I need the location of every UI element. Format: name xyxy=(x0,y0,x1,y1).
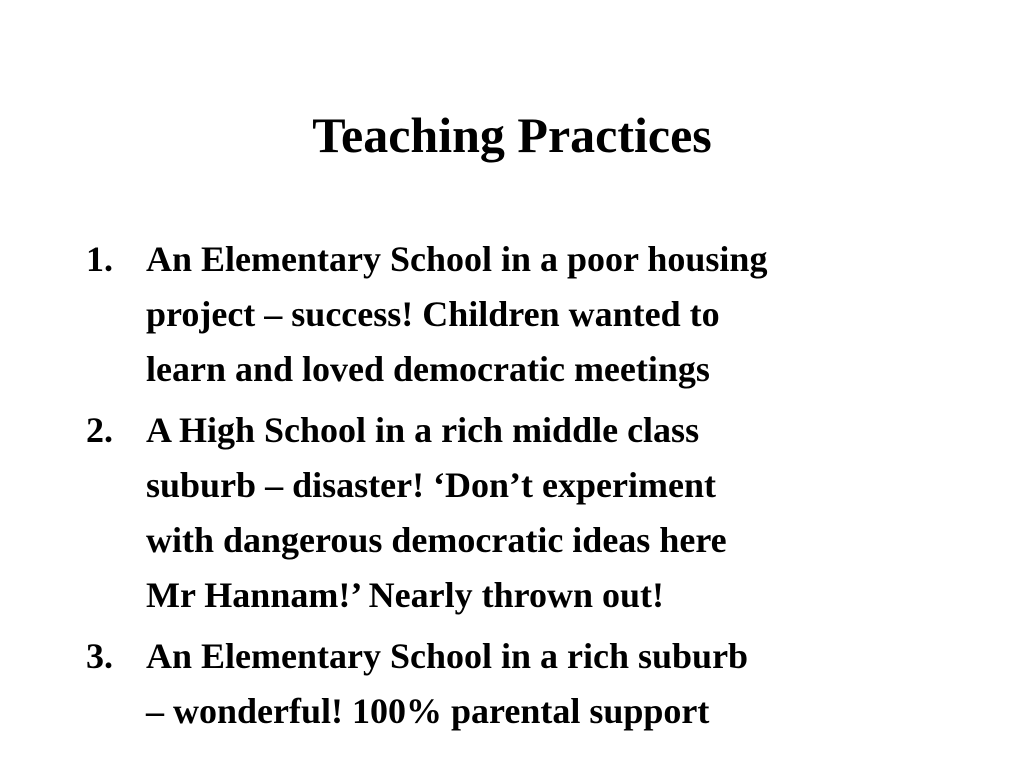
list-item xyxy=(0,403,1024,623)
text-line: An Elementary School in a rich suburb xyxy=(146,636,749,676)
text-line: An Elementary School in a poor housing xyxy=(146,239,768,279)
text-line: suburb – disaster! ‘Don’t experiment xyxy=(146,465,716,505)
list-item-text xyxy=(146,232,946,397)
list-item xyxy=(0,232,1024,397)
text-line: Mr Hannam!’ Nearly thrown out! xyxy=(146,575,664,615)
text-line: with dangerous democratic ideas here xyxy=(146,520,727,560)
text-line: – wonderful! 100% parental support xyxy=(146,691,710,731)
list-item-number: 1. xyxy=(86,239,113,279)
list-item-number: 3. xyxy=(86,636,113,676)
list-item-text xyxy=(146,629,946,739)
list-item-number: 2. xyxy=(86,410,113,450)
list-item-text xyxy=(146,403,946,623)
text-line: project – success! Children wanted to xyxy=(146,294,720,334)
slide-title: Teaching Practices xyxy=(312,107,712,163)
numbered-list xyxy=(0,232,1024,745)
list-item xyxy=(0,629,1024,739)
text-line: A High School in a rich middle class xyxy=(146,410,700,450)
text-line: learn and loved democratic meetings xyxy=(146,349,710,389)
